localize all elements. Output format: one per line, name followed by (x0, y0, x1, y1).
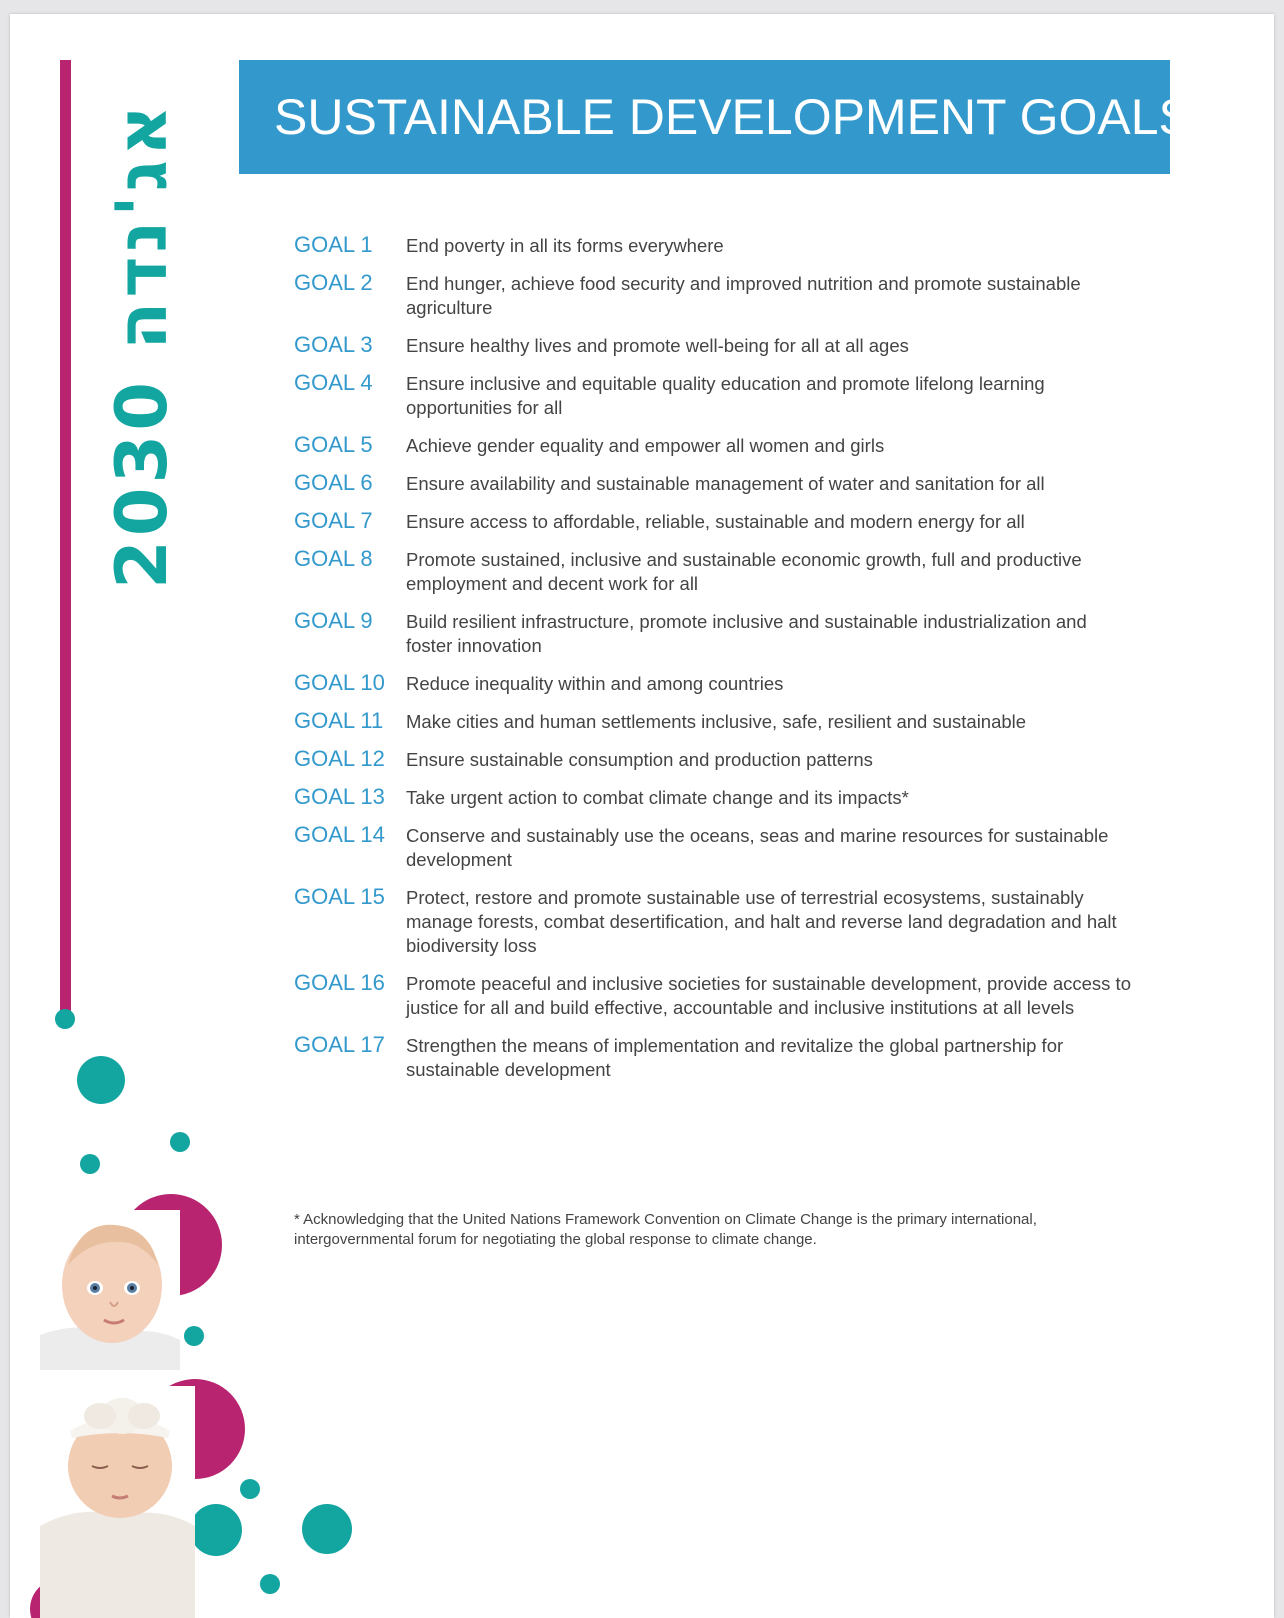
goal-description: Ensure sustainable consumption and production patterns (406, 749, 873, 770)
goal-description: Ensure availability and sustainable management of water and sanitation for all (406, 473, 1045, 494)
goal-label: GOAL 9 (294, 608, 373, 633)
goal-item (294, 746, 1134, 772)
goal-item (294, 708, 1134, 734)
decorative-dot (240, 1479, 260, 1499)
goal-label: GOAL 8 (294, 546, 373, 571)
goal-description: Protect, restore and promote sustainable use of terrestrial ecosystems, sustainably manage forests, combat desertification, and halt and reverse land degradation and halt biodiversity loss (406, 887, 1117, 956)
goal-description: Promote sustained, inclusive and sustainable economic growth, full and productive employment and decent work for all (406, 549, 1082, 594)
decorative-dot (184, 1326, 204, 1346)
goal-item (294, 332, 1134, 358)
goal-label: GOAL 10 (294, 670, 385, 695)
baby-face-illustration (40, 1210, 180, 1370)
goal-item (294, 432, 1134, 458)
side-title (101, 92, 183, 598)
newborn-illustration (40, 1386, 195, 1618)
goal-label: GOAL 4 (294, 370, 373, 395)
goal-label: GOAL 17 (294, 1032, 385, 1057)
goal-label: GOAL 1 (294, 232, 373, 257)
decorative-dot (260, 1574, 280, 1594)
goal-item (294, 822, 1134, 872)
goal-label: GOAL 2 (294, 270, 373, 295)
footnote: * Acknowledging that the United Nations Framework Convention on Climate Change is the primary international, intergovernmental forum for negotiating the global response to climate change. (294, 1211, 1037, 1248)
goal-label: GOAL 16 (294, 970, 385, 995)
goal-description: End hunger, achieve food security and improved nutrition and promote sustainable agriculture (406, 273, 1081, 318)
side-accent-bar (60, 60, 71, 1018)
goal-label: GOAL 14 (294, 822, 385, 847)
goal-label: GOAL 15 (294, 884, 385, 909)
goal-label: GOAL 6 (294, 470, 373, 495)
goal-item (294, 470, 1134, 496)
decorative-dot (80, 1154, 100, 1174)
decorative-dot (77, 1056, 125, 1104)
decorative-dot (170, 1132, 190, 1152)
goal-description: Ensure access to affordable, reliable, sustainable and modern energy for all (406, 511, 1025, 532)
goal-description: Make cities and human settlements inclusive, safe, resilient and sustainable (406, 711, 1027, 732)
goal-description: Achieve gender equality and empower all women and girls (406, 435, 885, 456)
goal-label: GOAL 3 (294, 332, 373, 357)
goal-label: GOAL 7 (294, 508, 373, 533)
goal-item (294, 232, 1134, 258)
goal-item (294, 970, 1134, 1020)
goal-item (294, 370, 1134, 420)
goal-description: Reduce inequality within and among countries (406, 673, 784, 694)
decorative-dot (55, 1009, 75, 1029)
goal-description: Strengthen the means of implementation and revitalize the global partnership for sustainable development (406, 1035, 1064, 1080)
goal-description: Promote peaceful and inclusive societies for sustainable development, provide access to justice for all and build effective, accountable and inclusive institutions at all levels (406, 973, 1131, 1018)
decorative-dot (190, 1504, 242, 1556)
goal-item (294, 1032, 1134, 1082)
goal-item (294, 270, 1134, 320)
goal-description: End poverty in all its forms everywhere (406, 235, 724, 256)
goal-description: Take urgent action to combat climate change and its impacts* (406, 787, 909, 808)
goal-item (294, 784, 1134, 810)
page-title: SUSTAINABLE DEVELOPMENT GOALS (274, 89, 1192, 145)
goal-label: GOAL 13 (294, 784, 385, 809)
side-title-text: 2030 אג'נדה (101, 101, 183, 589)
goal-item (294, 546, 1134, 596)
goal-item (294, 608, 1134, 658)
baby-photo (40, 1210, 180, 1370)
baby-photo (40, 1386, 195, 1618)
goal-label: GOAL 12 (294, 746, 385, 771)
goal-item (294, 508, 1134, 534)
goal-label: GOAL 11 (294, 708, 384, 733)
title-banner (239, 60, 1192, 174)
goal-description: Conserve and sustainably use the oceans, seas and marine resources for sustainable development (406, 825, 1109, 870)
goal-description: Build resilient infrastructure, promote inclusive and sustainable industrialization and foster innovation (406, 611, 1087, 656)
document-page (10, 14, 1274, 1618)
goal-description: Ensure healthy lives and promote well-being for all at all ages (406, 335, 909, 356)
goal-item (294, 670, 1134, 696)
goal-item (294, 884, 1134, 958)
goal-description: Ensure inclusive and equitable quality education and promote lifelong learning opportunities for all (406, 373, 1045, 418)
goal-label: GOAL 5 (294, 432, 373, 457)
goals-list (294, 232, 1134, 1094)
decorative-dot (302, 1504, 352, 1554)
